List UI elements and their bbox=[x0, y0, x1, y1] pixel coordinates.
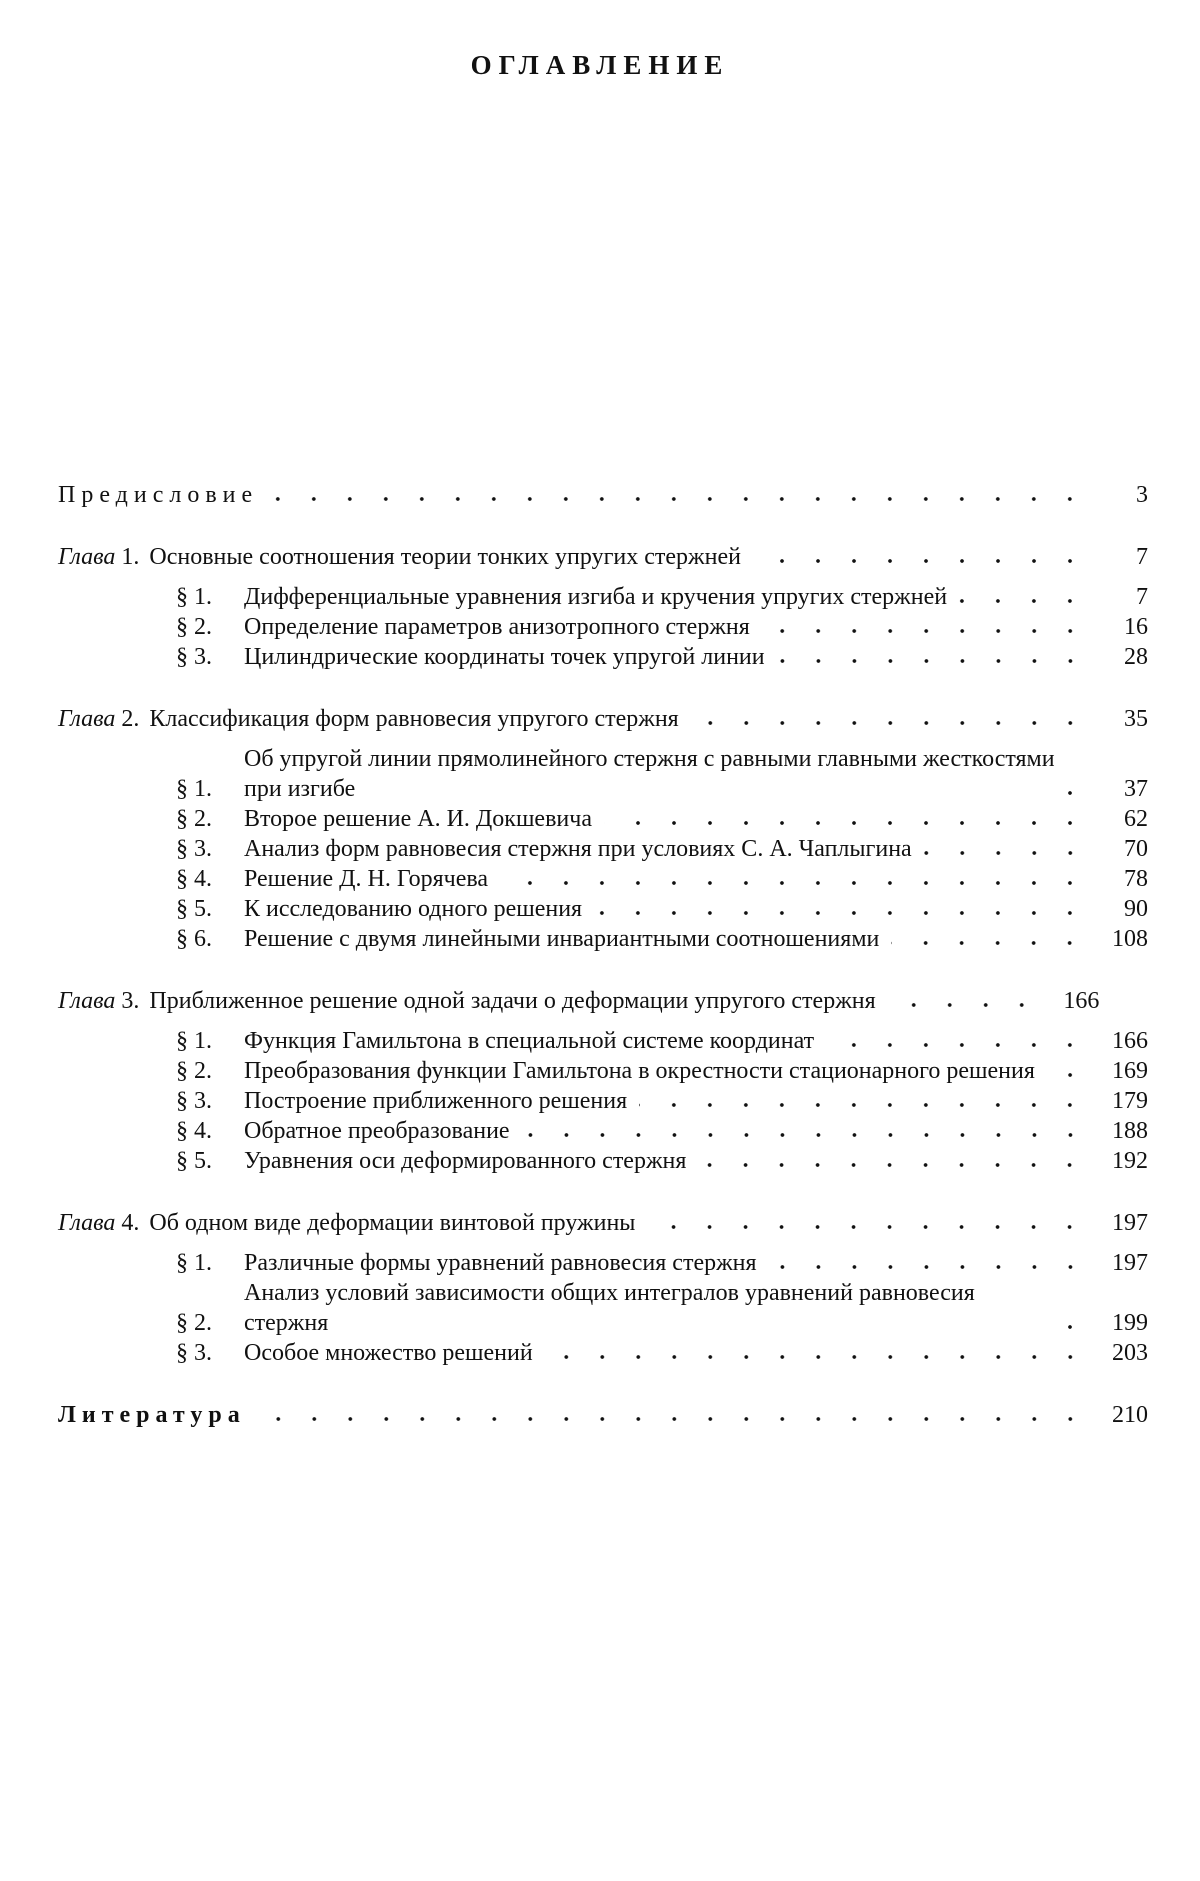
page-number: 192 bbox=[1112, 1148, 1148, 1174]
section-number: § 2. bbox=[176, 806, 212, 832]
dot-leader bbox=[522, 1131, 1088, 1139]
toc-entry-section[interactable] bbox=[58, 1278, 1148, 1338]
page-number: 7 bbox=[1136, 544, 1148, 570]
dot-leader bbox=[698, 1161, 1088, 1169]
section-number: § 1. bbox=[176, 776, 212, 802]
chapter-label: Глава bbox=[58, 544, 116, 570]
section-number: § 3. bbox=[176, 1340, 212, 1366]
dot-leader bbox=[594, 909, 1088, 917]
toc-entry-chapter-3[interactable] bbox=[58, 986, 1148, 1016]
dot-leader bbox=[924, 849, 1088, 857]
page-number: 203 bbox=[1112, 1340, 1148, 1366]
section-number: § 5. bbox=[176, 896, 212, 922]
table-of-contents bbox=[58, 480, 1148, 1430]
preface-label: Предисловие bbox=[58, 482, 259, 508]
chapter-label: Глава bbox=[58, 1210, 116, 1236]
page-number: 3 bbox=[1136, 482, 1148, 508]
page-number: 62 bbox=[1124, 806, 1148, 832]
section-title: Функция Гамильтона в специальной системе координат bbox=[244, 1028, 815, 1054]
toc-entry-section[interactable] bbox=[58, 1338, 1148, 1368]
page-number: 108 bbox=[1112, 926, 1148, 952]
toc-entry-section[interactable] bbox=[58, 1146, 1148, 1176]
dot-leader bbox=[777, 657, 1088, 665]
section-title: Цилиндрические координаты точек упругой линии bbox=[244, 644, 765, 670]
section-title: Второе решение А. И. Докшевича bbox=[244, 806, 592, 832]
toc-entry-section[interactable] bbox=[58, 924, 1148, 954]
page-number: 210 bbox=[1112, 1402, 1148, 1428]
toc-entry-chapter-4[interactable] bbox=[58, 1208, 1148, 1238]
dot-leader bbox=[639, 1101, 1088, 1109]
toc-entry-preface[interactable] bbox=[58, 480, 1148, 510]
page-number: 166 bbox=[1112, 1028, 1148, 1054]
page-number: 179 bbox=[1112, 1088, 1148, 1114]
page-number: 70 bbox=[1124, 836, 1148, 862]
page-number: 16 bbox=[1124, 614, 1148, 640]
toc-entry-literature[interactable] bbox=[58, 1400, 1148, 1430]
dot-leader bbox=[959, 597, 1088, 605]
toc-entry-section[interactable] bbox=[58, 1086, 1148, 1116]
chapter-title: Классификация форм равновесия упругого стержня bbox=[149, 706, 679, 732]
toc-entry-section[interactable] bbox=[58, 1248, 1148, 1278]
page-number: 90 bbox=[1124, 896, 1148, 922]
section-number: § 2. bbox=[176, 1058, 212, 1084]
page-number: 188 bbox=[1112, 1118, 1148, 1144]
chapter-3 bbox=[58, 986, 1148, 1176]
toc-entry-section[interactable] bbox=[58, 1116, 1148, 1146]
section-number: § 3. bbox=[176, 1088, 212, 1114]
chapter-number: 4. bbox=[121, 1210, 140, 1236]
chapter-label: Глава bbox=[58, 706, 116, 732]
page-number: 78 bbox=[1124, 866, 1148, 892]
dot-leader bbox=[691, 719, 1088, 727]
dot-leader bbox=[500, 879, 1088, 887]
toc-entry-chapter-1[interactable] bbox=[58, 542, 1148, 572]
section-title: Анализ форм равновесия стержня при условиях С. А. Чаплыгина bbox=[244, 836, 912, 862]
section-title: Об упругой линии прямолинейного стержня с равными главными жесткостями при изгибе bbox=[244, 746, 1055, 802]
section-list bbox=[58, 582, 1148, 672]
page-title: ОГЛАВЛЕНИЕ bbox=[470, 50, 730, 80]
section-title: Дифференциальные уравнения изгиба и кручения упругих стержней bbox=[244, 584, 948, 610]
page-number: 7 bbox=[1136, 584, 1148, 610]
dot-leader bbox=[762, 627, 1088, 635]
section-title: Преобразования функции Гамильтона в окрестности стационарного решения bbox=[244, 1058, 1035, 1084]
section-number: § 6. bbox=[176, 926, 212, 952]
section-title: Различные формы уравнений равновесия стержня bbox=[244, 1250, 757, 1276]
toc-entry-section[interactable] bbox=[58, 612, 1148, 642]
toc-entry-section[interactable] bbox=[58, 1056, 1148, 1086]
chapter-4 bbox=[58, 1208, 1148, 1368]
dot-leader bbox=[1068, 789, 1088, 797]
page-number: 37 bbox=[1124, 776, 1148, 802]
toc-entry-section[interactable] bbox=[58, 744, 1148, 804]
chapter-number: 1. bbox=[121, 544, 140, 570]
dot-leader bbox=[769, 1263, 1088, 1271]
chapter-number: 2. bbox=[121, 706, 140, 732]
page-number: 166 bbox=[1063, 988, 1100, 1014]
section-title: Определение параметров анизотропного стержня bbox=[244, 614, 750, 640]
section-title: К исследованию одного решения bbox=[244, 896, 583, 922]
section-number: § 2. bbox=[176, 1310, 212, 1336]
toc-entry-section[interactable] bbox=[58, 834, 1148, 864]
chapter-title: Об одном виде деформации винтовой пружины bbox=[149, 1210, 636, 1236]
dot-leader bbox=[826, 1041, 1088, 1049]
toc-entry-section[interactable] bbox=[58, 894, 1148, 924]
chapter-number: 3. bbox=[121, 988, 140, 1014]
dot-leader bbox=[647, 1223, 1088, 1231]
toc-entry-section[interactable] bbox=[58, 642, 1148, 672]
chapter-title: Основные соотношения теории тонких упругих стержней bbox=[149, 544, 741, 570]
page-number: 197 bbox=[1112, 1250, 1148, 1276]
chapter-1 bbox=[58, 542, 1148, 672]
section-list bbox=[58, 744, 1148, 954]
toc-entry-section[interactable] bbox=[58, 864, 1148, 894]
toc-entry-section[interactable] bbox=[58, 804, 1148, 834]
section-title: Особое множество решений bbox=[244, 1340, 533, 1366]
section-title: Анализ условий зависимости общих интегралов уравнений равновесия стержня bbox=[244, 1280, 975, 1336]
chapter-title: Приближенное решение одной задачи о деформации упругого стержня bbox=[149, 988, 876, 1014]
section-number: § 1. bbox=[176, 1028, 212, 1054]
toc-entry-chapter-2[interactable] bbox=[58, 704, 1148, 734]
dot-leader bbox=[270, 495, 1088, 503]
dot-leader bbox=[604, 819, 1088, 827]
dot-leader bbox=[753, 557, 1088, 565]
page-number: 197 bbox=[1112, 1210, 1148, 1236]
section-number: § 1. bbox=[176, 1250, 212, 1276]
section-number: § 3. bbox=[176, 836, 212, 862]
section-title: Решение Д. Н. Горячева bbox=[244, 866, 489, 892]
section-number: § 2. bbox=[176, 614, 212, 640]
section-number: § 1. bbox=[176, 584, 212, 610]
toc-entry-section[interactable] bbox=[58, 582, 1148, 612]
section-number: § 5. bbox=[176, 1148, 212, 1174]
dot-leader bbox=[888, 1001, 1040, 1009]
section-number: § 4. bbox=[176, 866, 212, 892]
dot-leader bbox=[891, 939, 1088, 947]
section-list bbox=[58, 1248, 1148, 1368]
dot-leader bbox=[1068, 1323, 1088, 1331]
dot-leader bbox=[1047, 1071, 1088, 1079]
toc-entry-section[interactable] bbox=[58, 1026, 1148, 1056]
section-title: Уравнения оси деформированного стержня bbox=[244, 1148, 687, 1174]
dot-leader bbox=[545, 1353, 1088, 1361]
section-title: Обратное преобразование bbox=[244, 1118, 510, 1144]
section-title: Решение с двумя линейными инвариантными соотношениями bbox=[244, 926, 880, 952]
literature-label: Литература bbox=[58, 1402, 246, 1428]
page-number: 28 bbox=[1124, 644, 1148, 670]
page-number: 169 bbox=[1112, 1058, 1148, 1084]
page-number: 199 bbox=[1112, 1310, 1148, 1336]
section-list bbox=[58, 1026, 1148, 1176]
dot-leader bbox=[258, 1415, 1088, 1423]
section-title: Построение приближенного решения bbox=[244, 1088, 628, 1114]
page-number: 35 bbox=[1124, 706, 1148, 732]
section-number: § 3. bbox=[176, 644, 212, 670]
section-number: § 4. bbox=[176, 1118, 212, 1144]
chapter-2 bbox=[58, 704, 1148, 954]
chapter-label: Глава bbox=[58, 988, 116, 1014]
